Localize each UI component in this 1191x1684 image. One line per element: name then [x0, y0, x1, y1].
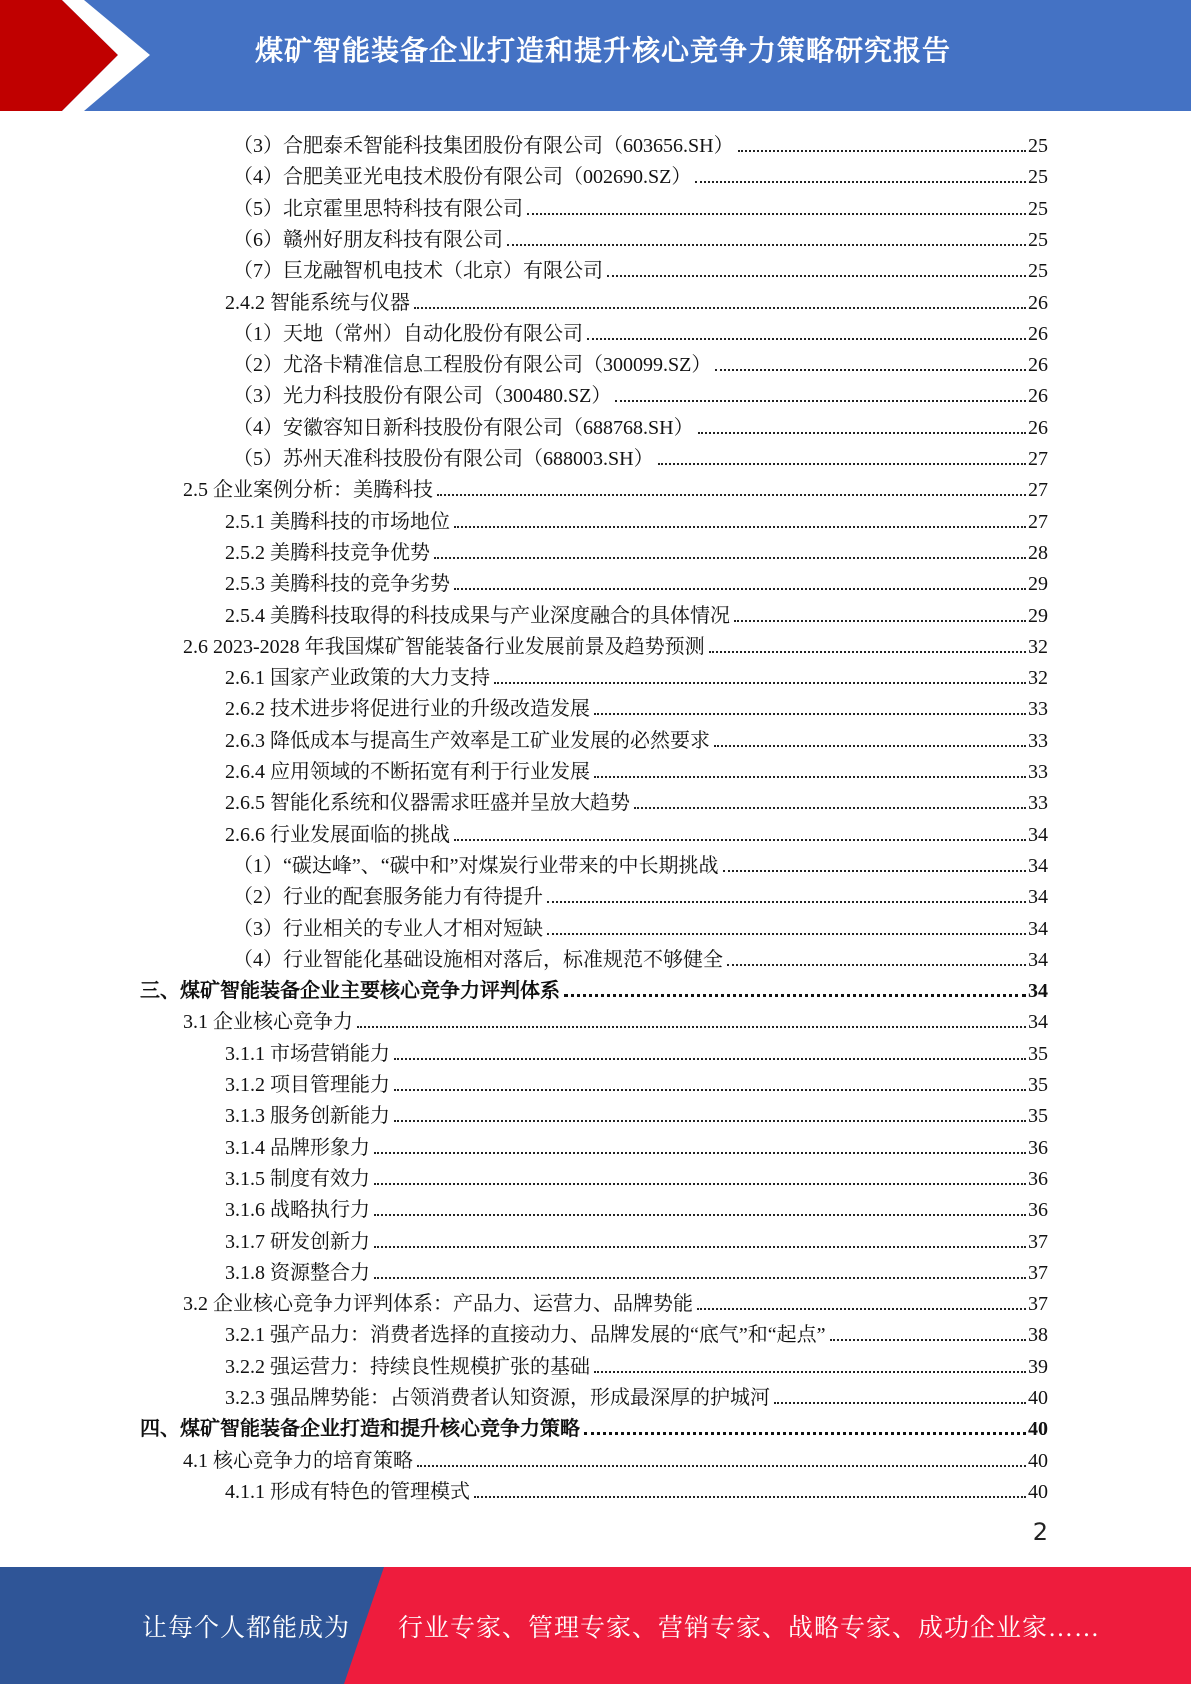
toc-entry[interactable] — [0, 127, 1048, 158]
toc-entry[interactable] — [0, 1410, 1048, 1441]
toc-entry[interactable] — [0, 534, 1048, 565]
toc-entry[interactable] — [0, 1379, 1048, 1410]
toc-entry-title: 2.5.1 美腾科技的市场地位 — [225, 510, 450, 533]
toc-entry-page: 27 — [1028, 510, 1048, 533]
toc-entry[interactable] — [0, 315, 1048, 346]
toc-entry-title: （2）行业的配套服务能力有待提升 — [233, 886, 543, 909]
toc-entry-title: （5）北京霍里思特科技有限公司 — [233, 197, 523, 220]
toc-dot-leader — [584, 1432, 1026, 1435]
toc-dot-leader — [634, 807, 1026, 809]
toc-entry[interactable] — [0, 377, 1048, 408]
toc-dot-leader — [454, 588, 1026, 590]
toc-entry-title: 2.6.2 技术进步将促进行业的升级改造发展 — [225, 698, 590, 721]
toc-entry[interactable] — [0, 972, 1048, 1003]
toc-entry[interactable] — [0, 597, 1048, 628]
toc-dot-leader — [374, 1152, 1026, 1154]
toc-entry[interactable] — [0, 1254, 1048, 1285]
toc-dot-leader — [594, 776, 1026, 778]
toc-entry-page: 25 — [1028, 166, 1048, 189]
toc-entry[interactable] — [0, 941, 1048, 972]
toc-entry[interactable] — [0, 659, 1048, 690]
toc-entry-page: 35 — [1028, 1074, 1048, 1096]
toc-entry-page: 38 — [1028, 1324, 1048, 1347]
toc-entry-title: 4.1 核心竞争力的培育策略 — [183, 1449, 413, 1472]
toc-entry[interactable] — [0, 440, 1048, 471]
toc-dot-leader — [374, 1277, 1026, 1279]
toc-entry-page: 33 — [1028, 792, 1048, 815]
toc-dot-leader — [564, 994, 1026, 997]
toc-entry-page: 26 — [1028, 385, 1048, 408]
toc-entry-title: 2.5.2 美腾科技竞争优势 — [225, 541, 430, 564]
header-arrow-decoration — [0, 0, 160, 111]
toc-entry-page: 34 — [1028, 854, 1048, 877]
toc-dot-leader — [615, 400, 1026, 402]
toc-dot-leader — [474, 1496, 1026, 1498]
toc-entry[interactable] — [0, 1035, 1048, 1066]
toc-entry-page: 34 — [1028, 823, 1048, 846]
toc-entry-page: 34 — [1028, 1011, 1048, 1034]
toc-dot-leader — [738, 150, 1026, 152]
toc-dot-leader — [697, 1308, 1026, 1310]
toc-entry[interactable] — [0, 503, 1048, 534]
toc-dot-leader — [374, 1214, 1026, 1216]
toc-entry-page: 33 — [1028, 698, 1048, 721]
toc-entry-title: 3.1.5 制度有效力 — [225, 1167, 370, 1190]
toc-entry-title: 3.2.2 强运营力：持续良性规模扩张的基础 — [225, 1355, 590, 1378]
toc-entry-title: 3.1.8 资源整合力 — [225, 1261, 370, 1284]
toc-entry[interactable] — [0, 1003, 1048, 1034]
toc-entry[interactable] — [0, 409, 1048, 440]
footer-slogan-right: 行业专家、管理专家、营销专家、战略专家、成功企业家…… — [398, 1614, 1101, 1642]
page-number: 2 — [1032, 1518, 1048, 1546]
toc-entry-page: 33 — [1028, 729, 1048, 752]
toc-entry-page: 25 — [1028, 260, 1048, 283]
toc-entry-title: 2.4.2 智能系统与仪器 — [225, 291, 410, 314]
toc-entry[interactable] — [0, 252, 1048, 283]
toc-dot-leader — [394, 1058, 1026, 1060]
toc-entry-page: 26 — [1028, 291, 1048, 314]
toc-entry-title: （2）尤洛卡精准信息工程股份有限公司（300099.SZ） — [233, 354, 712, 377]
toc-entry-page: 27 — [1028, 448, 1048, 470]
toc-entry[interactable] — [0, 158, 1048, 189]
toc-entry-page: 26 — [1028, 354, 1048, 377]
toc-entry-title: 2.6.6 行业发展面临的挑战 — [225, 823, 450, 846]
toc-entry[interactable] — [0, 722, 1048, 753]
toc-dot-leader — [417, 1465, 1026, 1467]
toc-entry[interactable] — [0, 565, 1048, 596]
toc-dot-leader — [394, 1120, 1026, 1122]
toc-dot-leader — [357, 1026, 1026, 1028]
toc-entry-title: 2.6.5 智能化系统和仪器需求旺盛并呈放大趋势 — [225, 792, 630, 815]
toc-entry-title: （6）赣州好朋友科技有限公司 — [233, 228, 503, 251]
toc-entry[interactable] — [0, 471, 1048, 502]
toc-entry-title: 3.2.3 强品牌势能：占领消费者认知资源，形成最深厚的护城河 — [225, 1387, 770, 1409]
toc-entry-title: （3）合肥泰禾智能科技集团股份有限公司（603656.SH） — [233, 135, 734, 157]
toc-dot-leader — [494, 682, 1026, 684]
toc-dot-leader — [454, 839, 1026, 841]
toc-entry-title: 2.5 企业案例分析：美腾科技 — [183, 479, 433, 502]
toc-entry-page: 35 — [1028, 1042, 1048, 1065]
toc-dot-leader — [547, 901, 1026, 903]
toc-entry-page: 40 — [1028, 1449, 1048, 1472]
toc-entry[interactable] — [0, 221, 1048, 252]
toc-dot-leader — [658, 463, 1026, 465]
toc-entry-page: 29 — [1028, 573, 1048, 596]
toc-entry[interactable] — [0, 1097, 1048, 1128]
toc-entry-page: 32 — [1028, 667, 1048, 690]
toc-entry-title: （1）天地（常州）自动化股份有限公司 — [233, 322, 583, 345]
toc-entry-page: 36 — [1028, 1136, 1048, 1159]
toc-entry-title: 2.6.1 国家产业政策的大力支持 — [225, 667, 490, 690]
toc-entry-title: 3.1.1 市场营销能力 — [225, 1042, 390, 1065]
toc-entry-title: 3.1.2 项目管理能力 — [225, 1074, 390, 1096]
toc-entry-page: 35 — [1028, 1105, 1048, 1128]
toc-dot-leader — [830, 1339, 1026, 1341]
toc-entry-page: 37 — [1028, 1293, 1048, 1316]
toc-dot-leader — [727, 964, 1026, 966]
toc-dot-leader — [714, 745, 1026, 747]
toc-dot-leader — [594, 713, 1026, 715]
toc-entry[interactable] — [0, 1316, 1048, 1347]
toc-entry[interactable] — [0, 1442, 1048, 1473]
toc-entry-title: 2.6.3 降低成本与提高生产效率是工矿业发展的必然要求 — [225, 729, 710, 752]
toc-entry[interactable] — [0, 1473, 1048, 1504]
toc-dot-leader — [715, 369, 1026, 371]
toc-entry-page: 37 — [1028, 1230, 1048, 1253]
toc-entry-title: （3）光力科技股份有限公司（300480.SZ） — [233, 385, 612, 408]
toc-dot-leader — [698, 432, 1026, 434]
toc-entry-title: （4）行业智能化基础设施相对落后，标准规范不够健全 — [233, 948, 723, 971]
toc-entry[interactable] — [0, 690, 1048, 721]
toc-entry-page: 39 — [1028, 1355, 1048, 1378]
toc-entry[interactable] — [0, 1066, 1048, 1097]
toc-dot-leader — [547, 933, 1026, 935]
toc-entry-title: 3.2 企业核心竞争力评判体系：产品力、运营力、品牌势能 — [183, 1293, 693, 1316]
report-title: 煤矿智能装备企业打造和提升核心竞争力策略研究报告 — [254, 34, 951, 67]
toc-entry[interactable] — [0, 1191, 1048, 1222]
toc-dot-leader — [454, 526, 1026, 528]
toc-entry-page: 34 — [1028, 948, 1048, 971]
toc-entry-title: 3.1.6 战略执行力 — [225, 1199, 370, 1222]
toc-entry-page: 25 — [1028, 228, 1048, 251]
toc-dot-leader — [695, 181, 1026, 183]
toc-entry[interactable] — [0, 1348, 1048, 1379]
toc-entry-page: 25 — [1028, 135, 1048, 157]
toc-dot-leader — [709, 651, 1026, 653]
toc-entry-title: 3.2.1 强产品力：消费者选择的直接动力、品牌发展的“底气”和“起点” — [225, 1324, 826, 1347]
toc-entry-page: 40 — [1028, 1480, 1048, 1503]
toc-entry-title: 2.5.4 美腾科技取得的科技成果与产业深度融合的具体情况 — [225, 604, 730, 627]
toc-entry[interactable] — [0, 878, 1048, 909]
toc-entry-page: 36 — [1028, 1167, 1048, 1190]
toc-entry-title: 三、煤矿智能装备企业主要核心竞争力评判体系 — [140, 980, 560, 1003]
toc-entry-title: 3.1.7 研发创新力 — [225, 1230, 370, 1253]
toc-entry-title: 2.6 2023-2028 年我国煤矿智能装备行业发展前景及趋势预测 — [183, 635, 705, 658]
toc-entry[interactable] — [0, 346, 1048, 377]
toc-entry-page: 33 — [1028, 761, 1048, 783]
toc-entry[interactable] — [0, 784, 1048, 815]
toc-entry[interactable] — [0, 816, 1048, 847]
toc-dot-leader — [527, 213, 1026, 215]
toc-dot-leader — [734, 620, 1026, 622]
toc-entry[interactable] — [0, 628, 1048, 659]
toc-entry-page: 40 — [1028, 1387, 1048, 1409]
toc-entry-page: 27 — [1028, 479, 1048, 502]
footer-slogan-left: 让每个人都能成为 — [142, 1614, 351, 1642]
toc-dot-leader — [437, 494, 1026, 496]
toc-entry-title: 2.6.4 应用领域的不断拓宽有利于行业发展 — [225, 761, 590, 783]
toc-entry[interactable] — [0, 847, 1048, 878]
toc-entry-page: 26 — [1028, 322, 1048, 345]
toc-entry-page: 26 — [1028, 416, 1048, 439]
toc-entry-title: （5）苏州天准科技股份有限公司（688003.SH） — [233, 448, 654, 470]
toc-dot-leader — [434, 557, 1026, 559]
toc-entry[interactable] — [0, 1160, 1048, 1191]
toc-entry-page: 28 — [1028, 541, 1048, 564]
toc-entry[interactable] — [0, 910, 1048, 941]
toc-dot-leader — [414, 307, 1026, 309]
toc-entry-page: 34 — [1028, 917, 1048, 940]
toc-entry[interactable] — [0, 1223, 1048, 1254]
toc-entry[interactable] — [0, 190, 1048, 221]
toc-dot-leader — [507, 244, 1026, 246]
toc-entry-title: （7）巨龙融智机电技术（北京）有限公司 — [233, 260, 603, 283]
toc-entry-page: 29 — [1028, 604, 1048, 627]
toc-dot-leader — [607, 275, 1026, 277]
page-header — [0, 0, 1191, 111]
toc-entry[interactable] — [0, 284, 1048, 315]
toc-entry-title: 4.1.1 形成有特色的管理模式 — [225, 1480, 470, 1503]
toc-entry-page: 37 — [1028, 1261, 1048, 1284]
toc-dot-leader — [594, 1371, 1026, 1373]
toc-entry-title: （1）“碳达峰”、“碳中和”对煤炭行业带来的中长期挑战 — [233, 854, 719, 877]
toc-dot-leader — [723, 870, 1026, 872]
page-footer — [0, 1567, 1191, 1684]
toc-entry-title: 3.1.3 服务创新能力 — [225, 1105, 390, 1128]
toc-entry-title: （4）合肥美亚光电技术股份有限公司（002690.SZ） — [233, 166, 692, 189]
toc-dot-leader — [374, 1246, 1026, 1248]
toc-dot-leader — [374, 1183, 1026, 1185]
toc-dot-leader — [587, 338, 1026, 340]
toc-entry-page: 34 — [1028, 980, 1048, 1003]
toc-entry-page: 40 — [1028, 1418, 1048, 1441]
toc-entry-title: 2.5.3 美腾科技的竞争劣势 — [225, 573, 450, 596]
toc-entry-page: 25 — [1028, 197, 1048, 220]
toc-entry[interactable] — [0, 753, 1048, 784]
toc-entry-title: 3.1.4 品牌形象力 — [225, 1136, 370, 1159]
toc-entry-title: （4）安徽容知日新科技股份有限公司（688768.SH） — [233, 416, 694, 439]
toc-entry-page: 34 — [1028, 886, 1048, 909]
toc-entry-page: 36 — [1028, 1199, 1048, 1222]
toc-dot-leader — [774, 1402, 1026, 1404]
toc-entry-title: 四、煤矿智能装备企业打造和提升核心竞争力策略 — [140, 1418, 580, 1441]
toc-entry[interactable] — [0, 1129, 1048, 1160]
toc-entry-title: 3.1 企业核心竞争力 — [183, 1011, 353, 1034]
toc-dot-leader — [394, 1089, 1026, 1091]
toc-entry-title: （3）行业相关的专业人才相对短缺 — [233, 917, 543, 940]
toc-entry[interactable] — [0, 1285, 1048, 1316]
toc-entry-page: 32 — [1028, 635, 1048, 658]
